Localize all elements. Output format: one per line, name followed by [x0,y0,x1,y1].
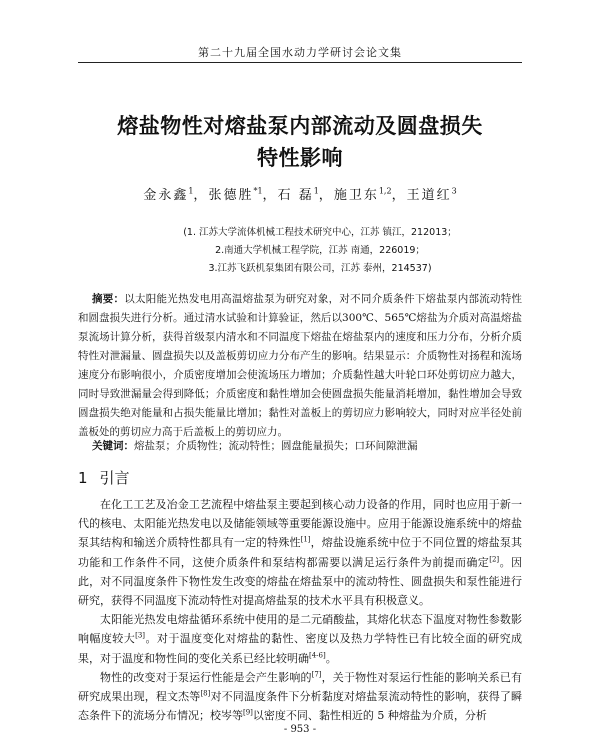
keywords-label: 关键词： [92,440,134,452]
citation-marker: [4-6] [309,650,326,659]
affiliation-line: 2.南通大学机械工程学院，江苏 南通，226019； [215,245,425,256]
section-number: 1 [78,469,88,487]
body-paragraph [78,495,522,610]
author [143,188,208,203]
author-list [60,184,540,203]
title-line-2: 特性影响 [257,146,343,170]
author [278,188,334,203]
author-affiliation-marker: 1 [313,186,319,196]
paragraph-text: 物性的改变对于泵运行性能是会产生影响的 [100,670,312,684]
body-paragraph [78,668,522,726]
author-name: 王道红 [406,188,452,203]
citation-marker: [9] [243,708,253,717]
author [208,188,277,203]
author-name: 张德胜 [208,188,254,203]
author-name: 施卫东 [333,188,379,203]
author-affiliation-marker: *1 [253,186,263,196]
header-rule [78,62,522,63]
paragraph-text: 。 [325,651,337,665]
author-separator: ， [318,188,334,203]
running-header: 第二十九届全国水动力学研讨会论文集 [198,46,402,59]
author-affiliation-marker: 3 [451,186,457,196]
citation-marker: [1] [300,535,311,544]
author-name: 金永鑫 [143,188,189,203]
citation-marker: [3] [135,631,146,640]
citation-marker: [8] [200,689,211,698]
page-number: - 953 - [283,724,317,735]
paragraph-text: 在化工工艺及冶金工艺流程中熔盐泵主要起到核心动力设备的作用，同时也应用于新一代的核电、太阳能光热发电以及储能领域等重要能源设施中。应用于能源设施系统中的熔盐泵其结构和输送介质特性都具有一定的特殊性 [78,498,522,550]
author [407,188,457,203]
title-line-1: 熔盐物性对熔盐泵内部流动及圆盘损失 [117,114,483,138]
citation-marker: [2] [489,554,500,563]
affiliation-line: (1. 江苏大学流体机械工程技术研究中心，江苏 镇江，212013； [183,227,457,238]
affiliation-line: 3.江苏飞跃机泵集团有限公司，江苏 泰州，214537) [208,263,432,274]
section-heading [78,467,130,488]
paper-title [60,110,540,174]
abstract-label: 摘要： [92,293,125,305]
author [334,188,407,203]
author-affiliation-marker: 1 [188,186,194,196]
body-text [78,495,522,725]
paragraph-text: 太阳能光热发电熔盐循环系统中使用的是二元硝酸盐，其熔化状态下温度对物性参数影响幅度较大 [78,613,522,646]
paragraph-text: ，熔盐设施系统中位于不同位置的熔盐泵其功能和工作条件不同，这使介质条件和泵结构都需要以满足运行条件为前提而确定 [78,536,523,569]
paragraph-text: ，关于物性对泵运行性能的影响关系已有研究成果出现，程文杰等 [78,670,523,704]
abstract-text: 以太阳能光热发电用高温熔盐泵为研究对象，对不同介质条件下熔盐泵内部流动特性和圆盘损失进行分析。通过清水试验和计算验证，然后以300℃、565℃熔盐为介质对高温熔盐泵流场计算分析，获得首级泵内清水和不同温度下熔盐在熔盐泵内的速度和压力分布，分析介质特性对泄漏量、圆盘损失以及盖板剪切应力分布产生的影响。结果显示：介质物性对扬程和流场速度分布影响很小，介质密度增加会使流场压力增加；介质黏性越大叶轮口环处剪切应力越大，同时导致泄漏量会得到降低；介质密度和黏性增加会使圆盘损失能量消耗增加，黏性增加会导致圆盘损失绝对能量和占损失能量比增加；黏性对盖板上的剪切应力影响较大，同时对应半径处前盖板处的剪切应力高于后盖板上的剪切应力。 [78,293,523,438]
affiliations [140,224,500,278]
citation-marker: [7] [311,670,322,679]
body-paragraph [78,610,522,668]
author-separator: ， [193,188,209,203]
keywords [92,437,522,455]
keywords-text: 熔盐泵；介质物性；流动特性；圆盘能量损失；口环间隙泄漏 [134,440,418,452]
paragraph-text: 以密度不同、黏性相近的 5 种熔盐为介质，分析 [252,709,487,723]
section-title: 引言 [99,469,130,487]
author-name: 石 磊 [277,188,314,203]
author-separator: ， [262,188,278,203]
paragraph-text: 。对于温度变化对熔盐的黏性、密度以及热力学特性已有比较全面的研究成果，对于温度和物性间的变化关系已经比较明确 [78,632,523,665]
author-separator: ， [391,188,407,203]
paragraph-text: 对不同温度条件下分析黏度对熔盐泵流动特性的影响，获得了瞬态条件下的流场分布情况；校岑等 [78,690,523,723]
abstract [78,290,522,442]
author-affiliation-marker: 1,2 [378,186,392,196]
paragraph-text: 。因此，对不同温度条件下物性发生改变的熔盐在熔盐泵中的流动特性、圆盘损失和泵性能进行研究，获得不同温度下流动特性对提高熔盐泵的技术水平具有积极意义。 [78,555,523,608]
